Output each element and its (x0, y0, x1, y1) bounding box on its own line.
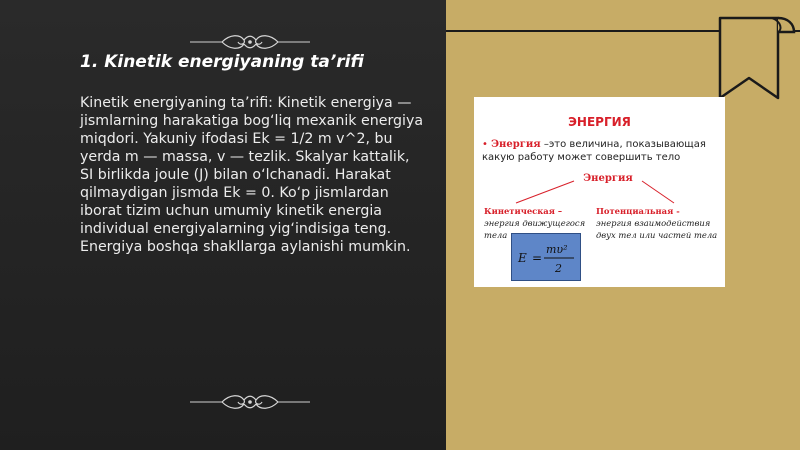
formula-lhs: E (518, 251, 527, 265)
formula-eq: = (532, 251, 543, 265)
formula-denominator: 2 (555, 262, 562, 275)
kinetic-text: энергия движущегося тела (484, 218, 586, 240)
kinetic-head: Кинетическая – (484, 206, 563, 216)
ornament-top-divider (80, 32, 420, 52)
definition-term: Энергия (491, 139, 541, 150)
slide-title: 1. Kinetik energiyaning ta’rifi (80, 52, 364, 72)
definition-text: –это величина, показывающая какую работу может совершить тело (482, 139, 706, 163)
potential-head: Потенциальная - (596, 206, 680, 216)
formula-graphic (512, 234, 580, 280)
kinetic-formula-box (511, 233, 581, 281)
bullet-icon: • (482, 139, 492, 150)
potential-text: энергия взаимодействия двух тел или частей тела (596, 218, 718, 240)
bookmark-ribbon-icon (716, 14, 796, 104)
image-title: ЭНЕРГИЯ (568, 115, 631, 129)
ornament-bottom-divider (80, 392, 420, 412)
formula-numerator: mυ² (546, 243, 568, 256)
center-energy-label: Энергия (583, 173, 633, 184)
potential-energy-block (596, 205, 720, 241)
energy-diagram-image (474, 97, 725, 287)
slide-body-text: Kinetik energiyaning ta’rifi: Kinetik energiya — jismlarning harakatiga bog‘liq mexanik energiya miqdori. Yakuniy ifodasi Ek = 1/2 m v^2, bu yerda m — massa, v — tezlik. Skalyar kattalik, SI birlikda joule (J) bilan o‘lchanadi. Harakat qilmaydigan jismda Ek = 0. Ko‘p jismlardan iborat tizim uchun umumiy kinetik energia individual energiyalarning yig‘indisiga teng. Energiya boshqa shakllarga aylanishi mumkin. (80, 95, 424, 255)
